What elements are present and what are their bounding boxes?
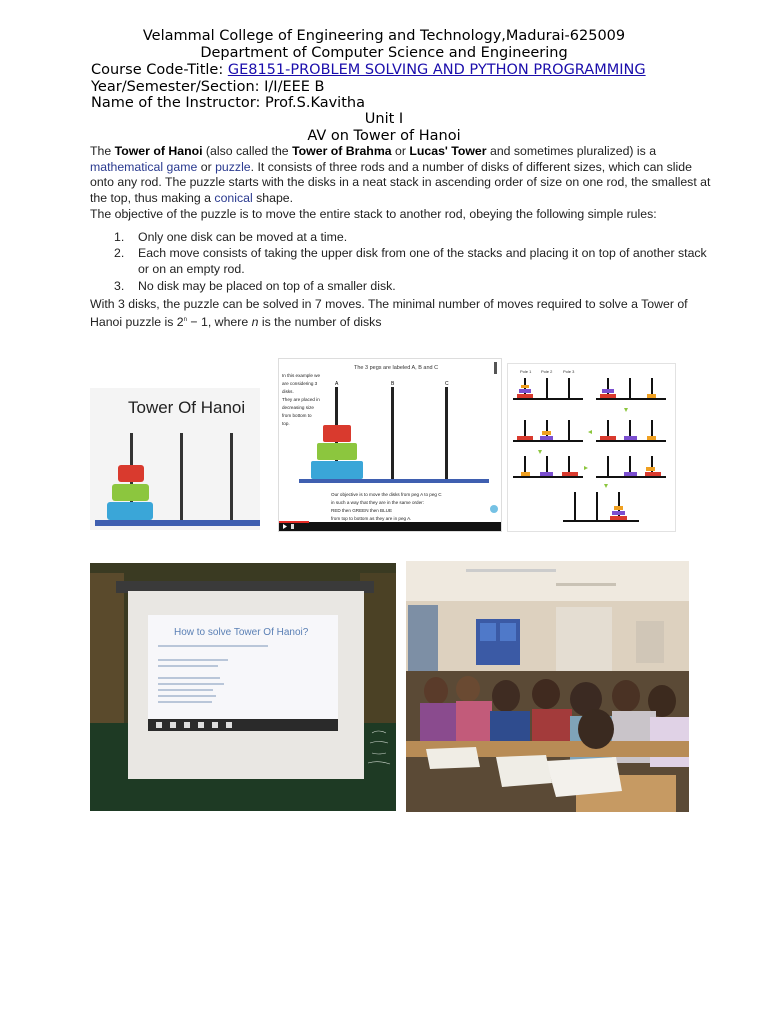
moves-variable: n (251, 314, 259, 329)
term-lucas-tower: Lucas' Tower (409, 144, 487, 158)
figure-video-pegs (278, 358, 502, 532)
peg-label-b: B (391, 381, 395, 387)
skip-icon[interactable] (291, 524, 294, 529)
base-board (299, 479, 489, 483)
intro-paragraph (90, 144, 718, 206)
green-disk (112, 484, 149, 501)
rule-text: Each move consists of taking the upper disk from one of the stacks and placing it on top of another stack or on an empty rod. (138, 246, 707, 276)
red-disk (118, 465, 144, 482)
watermark-icon (490, 505, 498, 513)
side-note-line: In this example we (282, 373, 321, 378)
classroom-scene (406, 561, 689, 812)
course-link[interactable]: GE8151-PROBLEM SOLVING AND PYTHON PROGRAMMING (227, 62, 646, 78)
year-section: Year/Semester/Section: I/I/EEE B (91, 79, 325, 95)
blue-disk (107, 502, 153, 520)
rule-number: 3. (114, 279, 125, 293)
intro-text: . It consists of three rods and a number of disks of different sizes, which can slide onto any rod. The puzzle starts with the disks in a neat stack in ascending order of size on one rod, the smallest at the top, thus making a (90, 159, 711, 205)
peg-label-c: C (445, 381, 449, 387)
pole-label: Pole 1 (520, 369, 532, 374)
topic-title: AV on Tower of Hanoi (307, 128, 461, 144)
intro-text: (also called the (202, 144, 293, 158)
side-note-line: disks. (282, 389, 294, 394)
college-name: Velammal College of Engineering and Technology,Madurai-625009 (142, 28, 626, 44)
unit-title: Unit I (364, 111, 404, 127)
green-disk (317, 443, 357, 460)
peg-label-a: A (335, 381, 339, 387)
figure-poles-grid (507, 363, 676, 532)
intro-text: and sometimes pluralized) is a (486, 144, 657, 158)
moves-text: − 1, where (187, 314, 252, 329)
moves-text: With 3 disks, the puzzle can be solved in 7 moves. The minimal number of moves required to solve a Tower of Hanoi puzzle is 2 (90, 297, 688, 329)
open-book (496, 755, 552, 787)
step-row (513, 420, 666, 442)
link-mathematical-game[interactable]: mathematical game (90, 159, 198, 174)
figure-tower-title (90, 388, 260, 530)
base-board (95, 520, 260, 526)
objective-text: The objective of the puzzle is to move the entire stack to another rod, obeying the following simple rules: (90, 207, 657, 221)
term-tower-of-brahma: Tower of Brahma (292, 144, 392, 158)
photo-projector (90, 563, 396, 811)
bottom-note-line: in such a way that they are in the same order: (331, 500, 424, 505)
pole-label: Pole 2 (541, 369, 553, 374)
side-note-line: They are placed in (282, 397, 320, 402)
blue-disk (311, 461, 363, 479)
pegs-illustration (279, 359, 501, 531)
department-name: Department of Computer Science and Engineering (200, 45, 568, 61)
bottom-note-line: from top to bottom as they are in peg A. (331, 516, 412, 521)
figure-title: Tower Of Hanoi (128, 398, 246, 417)
side-note-line: are considering 3 (282, 381, 318, 386)
projector-scene (90, 563, 396, 811)
bottom-note-line: Our objective is to move the disks from peg A to peg C (331, 492, 442, 497)
moves-exponent: n (183, 316, 187, 323)
red-disk (323, 425, 351, 442)
intro-text: or (197, 159, 216, 174)
step-row (513, 378, 666, 400)
tower-illustration (90, 388, 260, 530)
moves-text: is the number of disks (258, 314, 382, 329)
rule-text: Only one disk can be moved at a time. (138, 230, 348, 244)
intro-text: The (90, 144, 115, 158)
course-label: Course Code-Title: (91, 62, 228, 78)
rule-number: 2. (114, 246, 125, 260)
slide-controls (148, 719, 338, 731)
intro-text: or (391, 144, 410, 158)
bottom-note-line: RED then GREEN then BLUE (331, 508, 393, 513)
pole-label: Pole 3 (563, 369, 575, 374)
intro-text: shape. (252, 190, 294, 205)
photo-classroom (406, 561, 689, 812)
open-book (426, 747, 480, 769)
rule-text: No disk may be placed on top of a smaller disk. (138, 279, 396, 293)
instructor-name: Name of the Instructor: Prof.S.Kavitha (91, 95, 365, 111)
open-book (546, 757, 622, 797)
course-line (91, 61, 751, 79)
side-note-line: decreasing size (282, 405, 314, 410)
pegs-caption: The 3 pegs are labeled A, B and C (354, 365, 439, 371)
side-note-line: top. (282, 421, 290, 426)
moves-paragraph (90, 297, 718, 330)
link-conical[interactable]: conical (214, 190, 253, 205)
menu-icon[interactable] (494, 362, 497, 374)
side-note-line: from bottom to (282, 413, 312, 418)
link-puzzle[interactable]: puzzle (215, 159, 251, 174)
video-progress[interactable] (279, 521, 309, 523)
rule-number: 1. (114, 230, 125, 244)
video-controls[interactable] (279, 522, 501, 531)
window (408, 605, 438, 675)
step-row (513, 456, 666, 478)
poles-steps-illustration (508, 364, 675, 531)
slide-title: How to solve Tower Of Hanoi? (174, 627, 309, 638)
term-tower-of-hanoi: Tower of Hanoi (114, 144, 203, 158)
final-step (563, 492, 639, 522)
